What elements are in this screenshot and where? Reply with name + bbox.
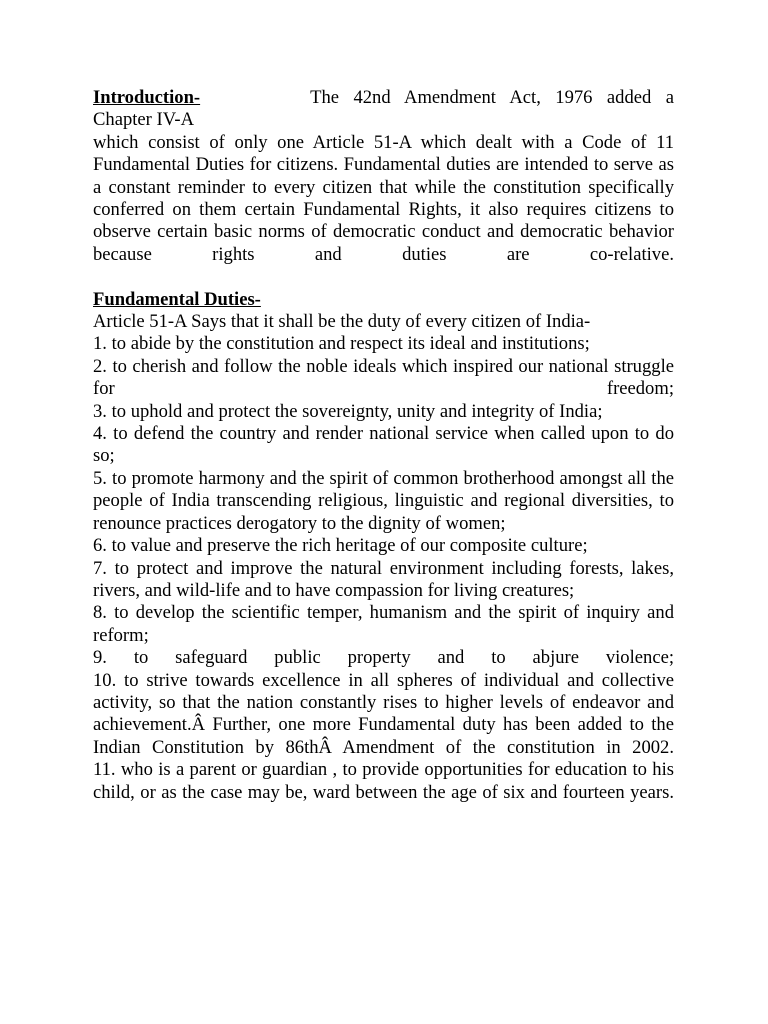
duty-item-10: 10. to strive towards excellence in all spheres of individual and collective activity, so that the nation constantly rises to higher levels of endeavor and achievement.Â Further, one more Fundamental duty has been added to the Indian Constitution by 86thÂ Amendment of the constitution in 2002. [93,669,674,758]
duties-heading-line [93,289,674,311]
intro-heading-line [93,87,674,132]
duty-item-4: 4. to defend the country and render national service when called upon to do so; [93,423,674,467]
duty-item-8: 8. to develop the scientific temper, humanism and the spirit of inquiry and reform; [93,602,674,646]
duty-item-1: 1. to abide by the constitution and respect its ideal and institutions; [93,333,590,355]
intro-lead: The 42nd Amendment Act, 1976 added a Chapter IV-A [93,87,674,131]
duty-item-3: 3. to uphold and protect the sovereignty, unity and integrity of India; [93,400,603,422]
duty-item-9: 9. to safeguard public property and to abjure violence; [93,647,674,669]
duty-item-6: 6. to value and preserve the rich heritage of our composite culture; [93,535,588,557]
duties-intro: Article 51-A Says that it shall be the duty of every citizen of India- [93,311,591,333]
duty-item-5: 5. to promote harmony and the spirit of common brotherhood amongst all the people of India transcending religious, linguistic and regional diversities, to renounce practices derogatory to the dignity of women; [93,467,674,534]
intro-body: which consist of only one Article 51-A which dealt with a Code of 11 Fundamental Duties for citizens. Fundamental duties are intended to serve as a constant reminder to every citizen that while the constitution specifically conferred on them certain Fundamental Rights, it also requires citizens to observe certain basic norms of democratic conduct and democratic behavior because rights and duties are co-relative. [93,131,674,265]
duty-item-11: 11. who is a parent or guardian , to provide opportunities for education to his child, or as the case may be, ward between the age of six and fourteen years. [93,759,674,803]
document-page [93,87,674,804]
section-gap [93,266,674,288]
duty-item-7: 7. to protect and improve the natural environment including forests, lakes, rivers, and wild-life and to have compassion for living creatures; [93,557,674,601]
duty-item-2: 2. to cherish and follow the noble ideals which inspired our national struggle for freedom; [93,355,674,400]
intro-heading: Introduction- [93,87,201,108]
duties-heading: Fundamental Duties- [93,288,261,310]
